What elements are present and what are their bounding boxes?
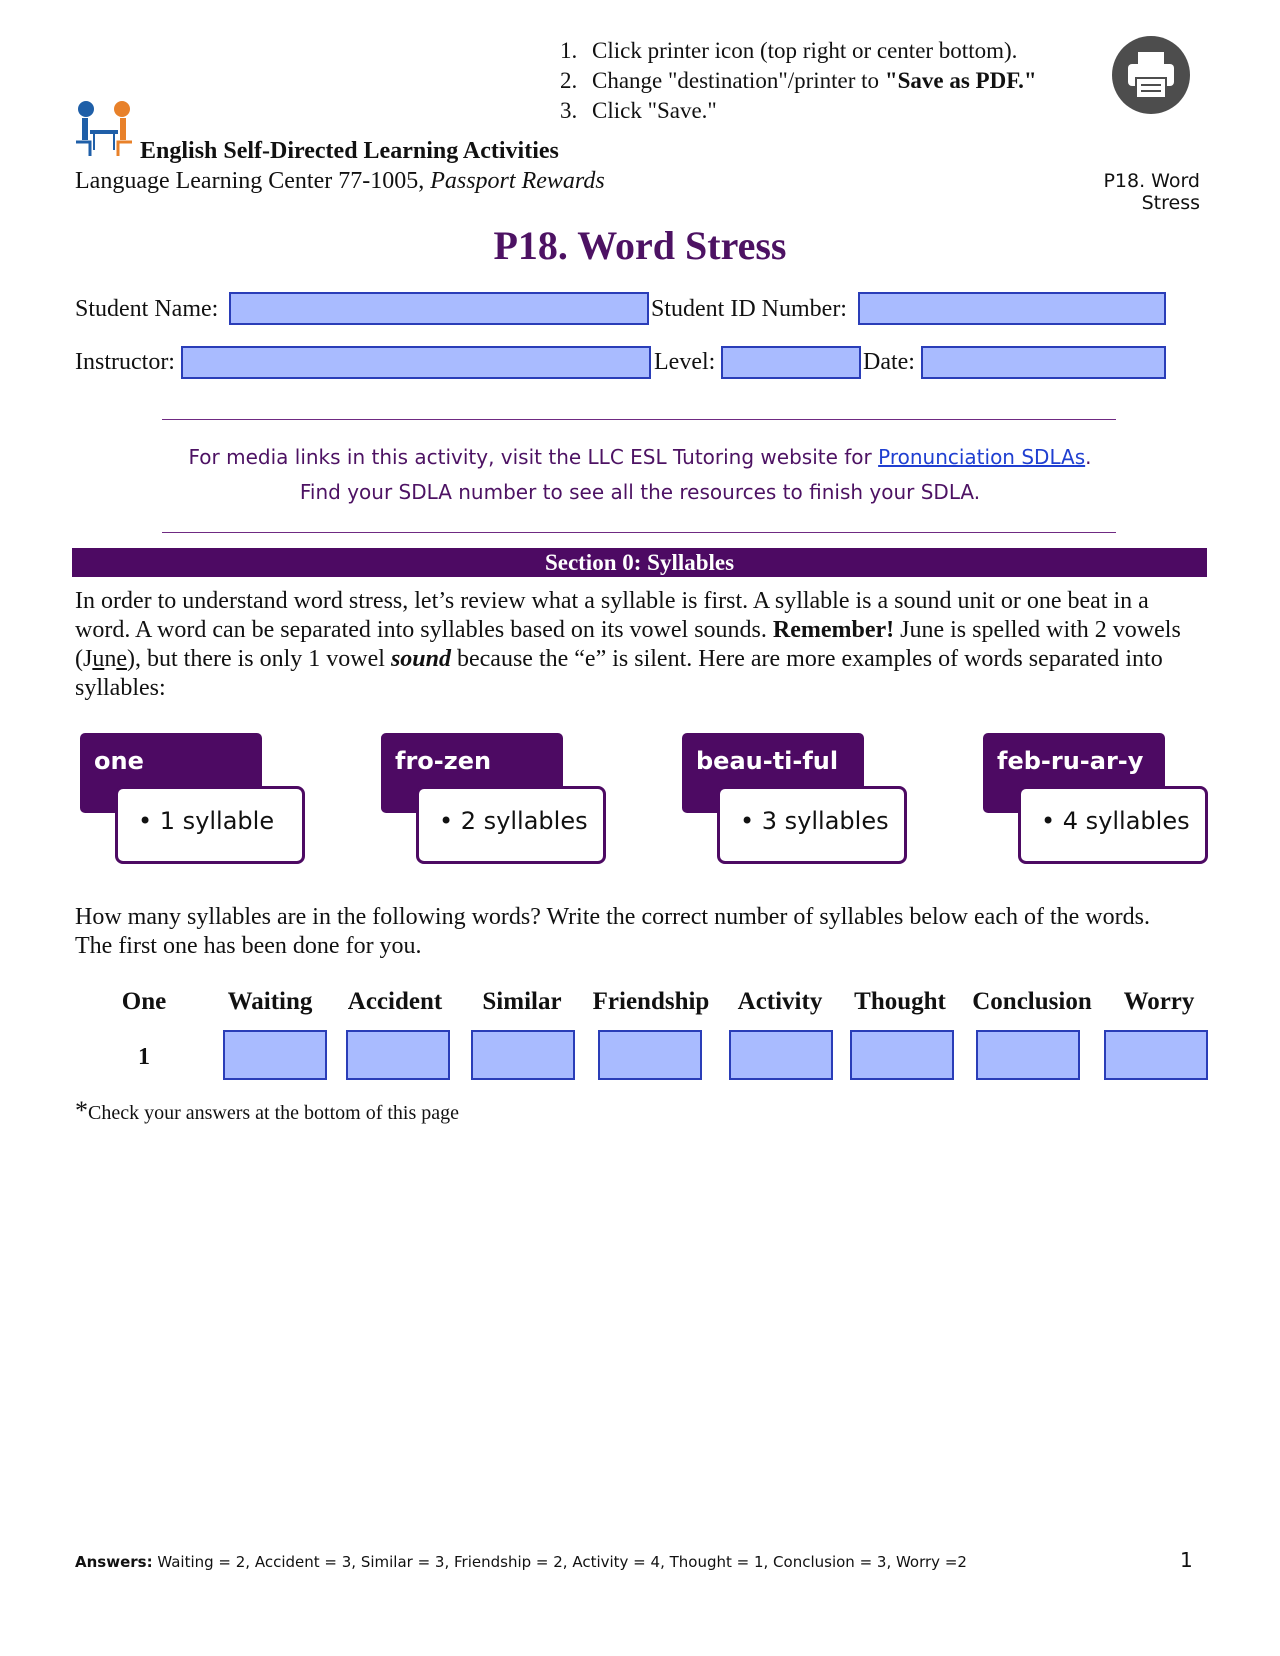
media-note-line1: For media links in this activity, visit the LLC ESL Tutoring website for Pronunciation SDLAs. bbox=[188, 445, 1092, 469]
student-name-field[interactable] bbox=[229, 292, 649, 325]
org-subtitle: Language Learning Center 77-1005, Passport Rewards bbox=[75, 168, 605, 194]
answer-field-activity[interactable] bbox=[729, 1030, 833, 1080]
word-header: Thought bbox=[854, 988, 946, 1015]
date-field[interactable] bbox=[921, 346, 1166, 379]
answer-field-similar[interactable] bbox=[471, 1030, 575, 1080]
answer-field-accident[interactable] bbox=[346, 1030, 450, 1080]
word-header: Worry bbox=[1123, 988, 1195, 1015]
syllable-example-count: • 4 syllables bbox=[1018, 786, 1208, 864]
printer-icon[interactable] bbox=[1112, 36, 1190, 114]
syllable-example-count: • 1 syllable bbox=[115, 786, 305, 864]
word-header: Waiting bbox=[227, 988, 313, 1015]
divider bbox=[162, 532, 1116, 533]
word-header: Accident bbox=[347, 988, 443, 1015]
instructor-label: Instructor: bbox=[75, 349, 175, 375]
syllable-example-word: fro-zen bbox=[381, 733, 563, 813]
word-header: Friendship bbox=[592, 988, 710, 1015]
section-intro: In order to understand word stress, let’s review what a syllable is first. A syllable is a sound unit or one beat in a word. A word can be separated into syllables based on its vowel sounds. Remember! June is spelled with 2 vowels (June), but there is only 1 vowel sound because the “e” is silent. Here are more examples of words separated into syllables: bbox=[75, 588, 1181, 701]
header-activity-label: P18. Word Stress bbox=[1103, 170, 1200, 214]
pronunciation-sdlas-link[interactable]: Pronunciation SDLAs bbox=[878, 445, 1086, 469]
instruction-step: 3. Click "Save." bbox=[560, 98, 717, 123]
student-name-label: Student Name: bbox=[75, 296, 219, 322]
check-answers-note: *Check your answers at the bottom of this page bbox=[75, 1096, 460, 1125]
answer-field-conclusion[interactable] bbox=[976, 1030, 1080, 1080]
level-field[interactable] bbox=[721, 346, 861, 379]
instructor-field[interactable] bbox=[181, 346, 651, 379]
word-header: Similar bbox=[482, 988, 562, 1015]
divider bbox=[162, 419, 1116, 420]
org-title: English Self-Directed Learning Activities bbox=[140, 138, 559, 164]
syllable-example-word: feb-ru-ar-y bbox=[983, 733, 1165, 813]
save-instructions bbox=[560, 36, 1037, 126]
learners-at-table-icon bbox=[72, 100, 136, 160]
instruction-step: 1. Click printer icon (top right or center bottom). bbox=[560, 38, 1018, 63]
word-header: One bbox=[121, 988, 167, 1015]
syllable-example-word: one bbox=[80, 733, 262, 813]
media-note-line2: Find your SDLA number to see all the resources to finish your SDLA. bbox=[299, 480, 981, 504]
answer-field-waiting[interactable] bbox=[223, 1030, 327, 1080]
answer-field-thought[interactable] bbox=[850, 1030, 954, 1080]
syllable-example-count: • 3 syllables bbox=[717, 786, 907, 864]
section-heading: Section 0: Syllables bbox=[72, 548, 1207, 577]
example-answer: 1 bbox=[138, 1044, 150, 1070]
answer-key: Answers: Waiting = 2, Accident = 3, Similar = 3, Friendship = 2, Activity = 4, Thought = 1, Conclusion = 3, Worry =2 bbox=[75, 1553, 967, 1571]
level-label: Level: bbox=[654, 349, 716, 375]
word-header: Conclusion bbox=[972, 988, 1092, 1015]
page-number: 1 bbox=[1180, 1548, 1193, 1572]
instruction-step: 2. Change "destination"/printer to "Save as PDF." bbox=[560, 68, 1037, 93]
answer-field-friendship[interactable] bbox=[598, 1030, 702, 1080]
exercise-question: How many syllables are in the following words? Write the correct number of syllables below each of the words. The first one has been done for you. bbox=[75, 904, 1150, 959]
student-id-field[interactable] bbox=[858, 292, 1166, 325]
word-header: Activity bbox=[737, 988, 823, 1015]
syllable-example-word: beau-ti-ful bbox=[682, 733, 864, 813]
date-label: Date: bbox=[863, 349, 915, 375]
syllable-example-count: • 2 syllables bbox=[416, 786, 606, 864]
page-title: P18. Word Stress bbox=[493, 223, 787, 268]
printer-glyph bbox=[1112, 36, 1190, 114]
student-id-label: Student ID Number: bbox=[651, 296, 847, 322]
answer-field-worry[interactable] bbox=[1104, 1030, 1208, 1080]
